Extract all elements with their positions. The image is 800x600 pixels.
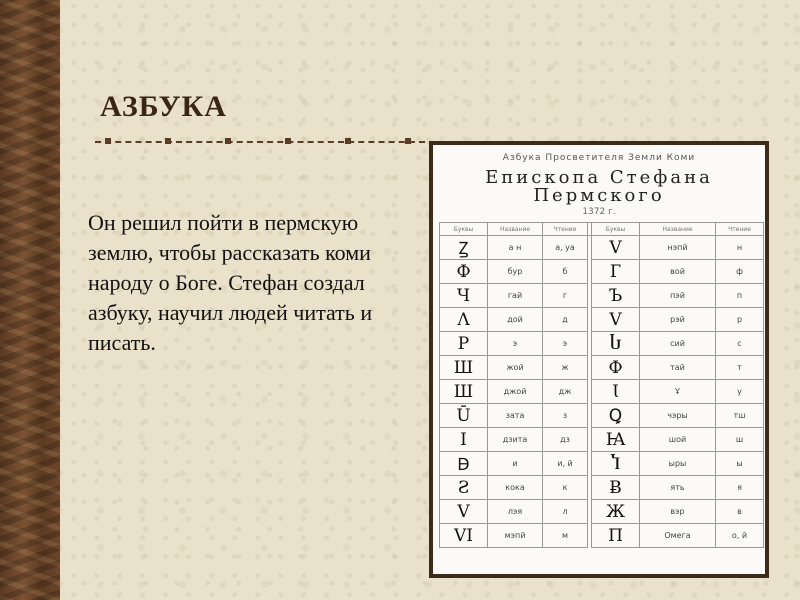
letter-reading: т <box>716 356 764 380</box>
letter-name: пэй <box>640 284 716 308</box>
alphabet-table <box>439 222 764 548</box>
image-caption-line1: Епископа Стефана <box>485 167 713 188</box>
letter-name: ять <box>640 476 716 500</box>
letter-glyph: Ꙗ <box>592 428 640 452</box>
letter-reading: а, уа <box>543 236 588 260</box>
alphabet-row <box>440 284 764 308</box>
divider-dot <box>165 138 171 144</box>
header-cell: Буквы <box>440 223 488 236</box>
alphabet-row <box>440 500 764 524</box>
wood-side-strip <box>0 0 60 600</box>
letter-name: рэй <box>640 308 716 332</box>
divider-dot <box>345 138 351 144</box>
letter-glyph: Ꙁ <box>440 236 488 260</box>
letter-reading: э <box>543 332 588 356</box>
alphabet-image <box>429 141 769 578</box>
letter-glyph: Ж <box>592 500 640 524</box>
letter-name: дзита <box>488 428 543 452</box>
letter-name: жой <box>488 356 543 380</box>
letter-glyph: V <box>592 236 640 260</box>
letter-glyph: Ч <box>440 284 488 308</box>
letter-name: и <box>488 452 543 476</box>
letter-name: чэры <box>640 404 716 428</box>
letter-glyph: I <box>440 428 488 452</box>
letter-glyph: П <box>592 524 640 548</box>
letter-reading: у <box>716 380 764 404</box>
image-year: 1372 г. <box>582 207 616 217</box>
letter-reading: дж <box>543 380 588 404</box>
letter-reading: б <box>543 260 588 284</box>
alphabet-header-row <box>440 223 764 236</box>
letter-reading: д <box>543 308 588 332</box>
title-divider <box>95 141 425 143</box>
letter-glyph: V <box>440 500 488 524</box>
letter-name: кока <box>488 476 543 500</box>
letter-glyph: Ф <box>440 260 488 284</box>
letter-glyph: Ꝗ <box>592 404 640 428</box>
letter-name: Омега <box>640 524 716 548</box>
letter-name: джой <box>488 380 543 404</box>
letter-glyph: Ƀ <box>592 476 640 500</box>
header-cell: Буквы <box>592 223 640 236</box>
letter-glyph: Ⴑ <box>592 332 640 356</box>
letter-reading: л <box>543 500 588 524</box>
letter-reading: тш <box>716 404 764 428</box>
letter-glyph: Р <box>440 332 488 356</box>
letter-reading: и, й <box>543 452 588 476</box>
letter-reading: м <box>543 524 588 548</box>
alphabet-row <box>440 308 764 332</box>
letter-glyph: Λ <box>440 308 488 332</box>
header-cell: Чтение <box>543 223 588 236</box>
letter-glyph: Ф <box>592 356 640 380</box>
letter-glyph: Г <box>592 260 640 284</box>
header-cell: Название <box>488 223 543 236</box>
letter-name: зата <box>488 404 543 428</box>
letter-name: а н <box>488 236 543 260</box>
slide-title: АЗБУКА <box>100 90 227 123</box>
letter-reading: к <box>543 476 588 500</box>
letter-name: вой <box>640 260 716 284</box>
letter-reading: в <box>716 500 764 524</box>
letter-reading: ж <box>543 356 588 380</box>
image-caption-line2: Пермского <box>533 185 665 206</box>
letter-glyph: Ⴈ <box>592 452 640 476</box>
letter-name: ыры <box>640 452 716 476</box>
letter-name: бур <box>488 260 543 284</box>
alphabet-row <box>440 332 764 356</box>
letter-reading: ф <box>716 260 764 284</box>
letter-reading: дз <box>543 428 588 452</box>
header-cell: Чтение <box>716 223 764 236</box>
letter-reading: н <box>716 236 764 260</box>
letter-reading: п <box>716 284 764 308</box>
alphabet-row <box>440 236 764 260</box>
letter-glyph: Ъ <box>592 284 640 308</box>
alphabet-row <box>440 260 764 284</box>
alphabet-row <box>440 428 764 452</box>
slide-body-text: Он решил пойти в пермскую землю, чтобы рассказать коми народу о Боге. Стефан создал азбуку, научил людей читать и писать. <box>88 210 373 355</box>
letter-reading: с <box>716 332 764 356</box>
divider-dot <box>285 138 291 144</box>
letter-glyph: Ꟈ <box>440 452 488 476</box>
letter-reading: з <box>543 404 588 428</box>
letter-reading: р <box>716 308 764 332</box>
letter-reading: ы <box>716 452 764 476</box>
letter-name: сий <box>640 332 716 356</box>
image-caption-top: Азбука Просветителя Земли Коми <box>502 153 696 163</box>
alphabet-row <box>440 404 764 428</box>
letter-reading: о, й <box>716 524 764 548</box>
alphabet-row <box>440 380 764 404</box>
letter-name: э <box>488 332 543 356</box>
alphabet-row <box>440 452 764 476</box>
alphabet-row <box>440 524 764 548</box>
alphabet-table-body <box>440 236 764 548</box>
letter-name: тай <box>640 356 716 380</box>
letter-reading: я <box>716 476 764 500</box>
letter-name: Ұ <box>640 380 716 404</box>
letter-glyph: VI <box>440 524 488 548</box>
alphabet-row <box>440 476 764 500</box>
alphabet-row <box>440 356 764 380</box>
letter-name: гай <box>488 284 543 308</box>
letter-reading: ш <box>716 428 764 452</box>
divider-dot <box>405 138 411 144</box>
divider-dot <box>225 138 231 144</box>
letter-glyph: Ꙅ <box>440 476 488 500</box>
letter-name: дой <box>488 308 543 332</box>
divider-dot <box>105 138 111 144</box>
letter-reading: г <box>543 284 588 308</box>
letter-glyph: Ꙇ <box>592 380 640 404</box>
letter-name: шой <box>640 428 716 452</box>
letter-glyph: Ū <box>440 404 488 428</box>
letter-name: вэр <box>640 500 716 524</box>
letter-name: нэпй <box>640 236 716 260</box>
alphabet-image-inner <box>433 145 765 574</box>
letter-name: лэя <box>488 500 543 524</box>
letter-glyph: Ш <box>440 356 488 380</box>
header-cell: Название <box>640 223 716 236</box>
letter-name: мэпй <box>488 524 543 548</box>
letter-glyph: V <box>592 308 640 332</box>
letter-glyph: Ш <box>440 380 488 404</box>
